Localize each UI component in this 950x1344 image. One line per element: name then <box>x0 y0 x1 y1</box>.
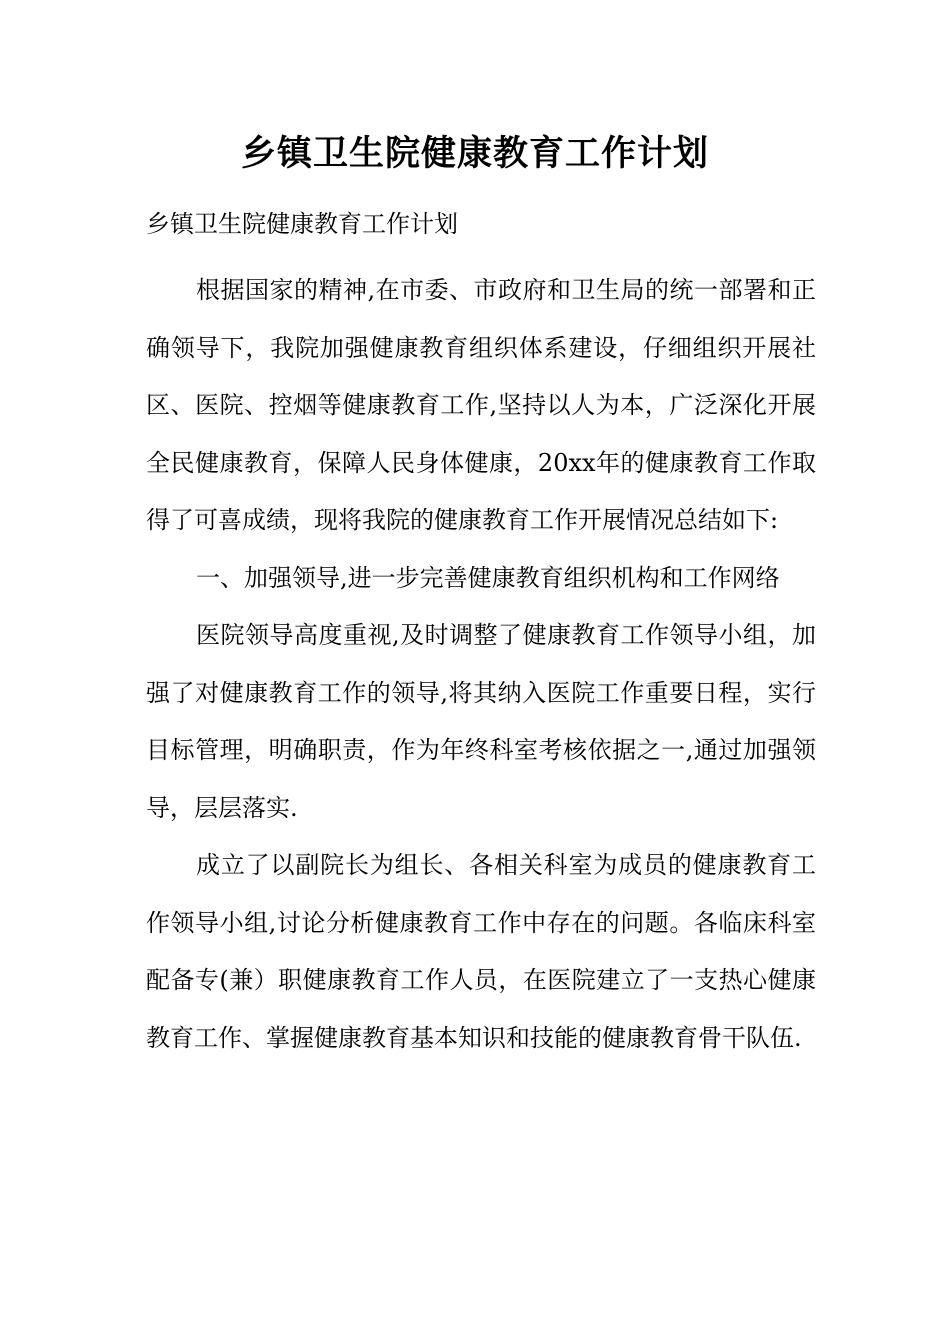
document-body <box>146 262 816 1067</box>
document-title: 乡镇卫生院健康教育工作计划 <box>240 133 709 174</box>
paragraph-leadership: 医院领导高度重视,及时调整了健康教育工作领导小组，加强了对健康教育工作的领导,将其纳入医院工作重要日程，实行目标管理，明确职责，作为年终科室考核依据之一,通过加强领导，层层落实. <box>146 621 816 822</box>
section-heading-1: 一、加强领导,进一步完善健康教育组织机构和工作网络 <box>196 563 780 592</box>
document-subtitle: 乡镇卫生院健康教育工作计划 <box>146 210 458 238</box>
paragraph-intro: 根据国家的精神,在市委、市政府和卫生局的统一部署和正确领导下，我院加强健康教育组织体系建设，仔细组织开展社区、医院、控烟等健康教育工作,坚持以人为本，广泛深化开展全民健康教育，保障人民身体健康，20xx年的健康教育工作取得了可喜成绩，现将我院的健康教育工作开展情况总结如下: <box>146 276 816 534</box>
paragraph-team: 成立了以副院长为组长、各相关科室为成员的健康教育工作领导小组,讨论分析健康教育工作中存在的问题。各临床科室配备专(兼）职健康教育工作人员，在医院建立了一支热心健康教育工作、掌握健康教育基本知识和技能的健康教育骨干队伍. <box>146 851 816 1052</box>
